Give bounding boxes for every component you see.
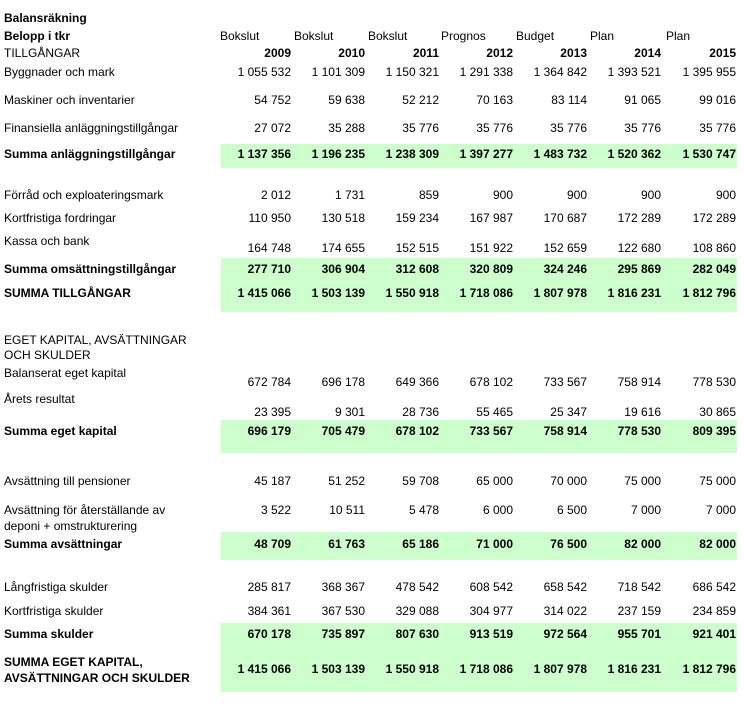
cell-value: 1 812 796 — [682, 286, 736, 300]
cell-value: 152 515 — [395, 241, 439, 255]
cell-value: 1 101 309 — [311, 65, 365, 79]
cell-value: 277 710 — [247, 262, 291, 276]
cell-value: 859 — [418, 188, 439, 202]
column-year-header: 2014 — [634, 46, 661, 60]
cell-value: 70 000 — [550, 474, 587, 488]
cell-value: 1 503 139 — [311, 286, 365, 300]
cell-value: 54 752 — [254, 93, 291, 107]
column-type-header: Bokslut — [294, 29, 334, 43]
section-equity-heading-line1: EGET KAPITAL, AVSÄTTNINGAR — [4, 333, 187, 347]
column-type-header: Budget — [516, 29, 555, 43]
cell-value: 23 395 — [254, 405, 291, 419]
cell-value: 324 246 — [543, 262, 587, 276]
cell-value: 282 049 — [692, 262, 736, 276]
cell-value: 1 393 521 — [607, 65, 661, 79]
cell-value: 478 542 — [395, 580, 439, 594]
row-label: SUMMA EGET KAPITAL, — [4, 655, 143, 669]
cell-value: 122 680 — [617, 241, 661, 255]
cell-value: 7 000 — [705, 503, 736, 517]
cell-value: 1 415 066 — [237, 286, 291, 300]
cell-value: 2 012 — [260, 188, 291, 202]
cell-value: 65 186 — [402, 537, 439, 551]
cell-value: 1 291 338 — [459, 65, 513, 79]
cell-value: 696 178 — [321, 375, 365, 389]
cell-value: 174 655 — [321, 241, 365, 255]
cell-value: 52 212 — [402, 93, 439, 107]
row-label: Summa eget kapital — [4, 424, 117, 438]
cell-value: 65 000 — [476, 474, 513, 488]
row-label: Förråd och exploateringsmark — [4, 188, 164, 202]
cell-value: 1 397 277 — [459, 147, 513, 161]
cell-value: 108 860 — [692, 241, 736, 255]
cell-value: 75 000 — [624, 474, 661, 488]
cell-value: 91 065 — [624, 93, 661, 107]
cell-value: 35 776 — [550, 121, 587, 135]
cell-value: 51 252 — [328, 474, 365, 488]
cell-value: 151 922 — [469, 241, 513, 255]
cell-value: 1 816 231 — [607, 662, 661, 676]
cell-value: 59 638 — [328, 93, 365, 107]
cell-value: 70 163 — [476, 93, 513, 107]
column-year-header: 2009 — [264, 46, 291, 60]
column-year-header: 2012 — [486, 46, 513, 60]
row-label: AVSÄTTNINGAR OCH SKULDER — [4, 671, 190, 685]
cell-value: 295 869 — [617, 262, 661, 276]
cell-value: 1 503 139 — [311, 662, 365, 676]
cell-value: 921 401 — [692, 627, 736, 641]
cell-value: 130 518 — [321, 211, 365, 225]
cell-value: 35 288 — [328, 121, 365, 135]
cell-value: 1 150 321 — [385, 65, 439, 79]
column-type-header: Plan — [666, 29, 691, 43]
cell-value: 678 102 — [469, 375, 513, 389]
cell-value: 110 950 — [248, 211, 291, 225]
row-label: Maskiner och inventarier — [4, 93, 135, 107]
cell-value: 320 809 — [469, 262, 513, 276]
cell-value: 1 196 235 — [311, 147, 365, 161]
cell-value: 778 530 — [692, 375, 736, 389]
row-label: Avsättning till pensioner — [4, 474, 131, 488]
cell-value: 384 361 — [247, 604, 291, 618]
cell-value: 367 530 — [321, 604, 365, 618]
sheet-title: Balansräkning — [4, 11, 87, 25]
cell-value: 900 — [566, 188, 587, 202]
cell-value: 972 564 — [543, 627, 587, 641]
cell-value: 1 415 066 — [237, 662, 291, 676]
column-type-header: Prognos — [441, 29, 486, 43]
cell-value: 696 179 — [247, 424, 291, 438]
cell-value: 99 016 — [699, 93, 736, 107]
cell-value: 900 — [640, 188, 661, 202]
cell-value: 1 550 918 — [385, 662, 439, 676]
cell-value: 35 776 — [624, 121, 661, 135]
cell-value: 76 500 — [550, 537, 587, 551]
cell-value: 368 367 — [321, 580, 365, 594]
cell-value: 6 500 — [556, 503, 587, 517]
cell-value: 6 000 — [482, 503, 513, 517]
row-label: deponi + omstrukturering — [4, 519, 138, 533]
column-year-header: 2015 — [709, 46, 736, 60]
cell-value: 900 — [715, 188, 736, 202]
cell-value: 170 687 — [543, 211, 587, 225]
cell-value: 9 301 — [334, 405, 365, 419]
cell-value: 35 776 — [476, 121, 513, 135]
cell-value: 735 897 — [321, 627, 365, 641]
row-label: Kortfristiga skulder — [4, 604, 104, 618]
cell-value: 913 519 — [469, 627, 513, 641]
cell-value: 733 567 — [543, 375, 587, 389]
row-label: Långfristiga skulder — [4, 580, 109, 594]
cell-value: 48 709 — [254, 537, 291, 551]
row-label: Årets resultat — [4, 392, 75, 406]
cell-value: 758 914 — [543, 424, 587, 438]
cell-value: 314 022 — [543, 604, 587, 618]
cell-value: 1 816 231 — [607, 286, 661, 300]
cell-value: 45 187 — [254, 474, 291, 488]
row-label: Summa anläggningstillgångar — [4, 147, 176, 161]
cell-value: 55 465 — [476, 405, 513, 419]
cell-value: 82 000 — [624, 537, 661, 551]
cell-value: 172 289 — [692, 211, 736, 225]
cell-value: 1 238 309 — [385, 147, 439, 161]
row-label: Summa omsättningstillgångar — [4, 262, 177, 276]
cell-value: 312 608 — [395, 262, 439, 276]
row-label: SUMMA TILLGÅNGAR — [4, 286, 131, 300]
cell-value: 1 395 955 — [682, 65, 736, 79]
cell-value: 608 542 — [469, 580, 513, 594]
cell-value: 164 748 — [247, 241, 291, 255]
cell-value: 1 483 732 — [533, 147, 587, 161]
cell-value: 649 366 — [395, 375, 439, 389]
cell-value: 172 289 — [617, 211, 661, 225]
cell-value: 285 817 — [247, 580, 291, 594]
cell-value: 152 659 — [543, 241, 587, 255]
cell-value: 30 865 — [699, 405, 736, 419]
cell-value: 1 137 356 — [237, 147, 291, 161]
cell-value: 678 102 — [395, 424, 439, 438]
cell-value: 234 859 — [692, 604, 736, 618]
cell-value: 1 807 978 — [533, 286, 587, 300]
cell-value: 686 542 — [692, 580, 736, 594]
row-label: Kassa och bank — [4, 234, 90, 248]
cell-value: 19 616 — [624, 405, 661, 419]
cell-value: 705 479 — [321, 424, 365, 438]
cell-value: 658 542 — [543, 580, 587, 594]
cell-value: 1 520 362 — [607, 147, 661, 161]
row-label: Avsättning för återställande av — [4, 503, 166, 517]
cell-value: 1 055 532 — [237, 65, 291, 79]
cell-value: 329 088 — [395, 604, 439, 618]
cell-value: 159 234 — [395, 211, 439, 225]
unit-label: Belopp i tkr — [4, 29, 71, 43]
cell-value: 27 072 — [254, 121, 291, 135]
column-type-header: Bokslut — [220, 29, 260, 43]
cell-value: 672 784 — [247, 375, 291, 389]
section-equity-heading-line2: OCH SKULDER — [4, 348, 91, 362]
cell-value: 778 530 — [617, 424, 661, 438]
cell-value: 1 550 918 — [385, 286, 439, 300]
cell-value: 1 530 747 — [682, 147, 736, 161]
column-type-header: Plan — [590, 29, 615, 43]
cell-value: 237 159 — [617, 604, 661, 618]
cell-value: 83 114 — [551, 93, 587, 107]
cell-value: 82 000 — [699, 537, 736, 551]
row-label: Summa skulder — [4, 627, 94, 641]
cell-value: 1 807 978 — [533, 662, 587, 676]
cell-value: 75 000 — [699, 474, 736, 488]
cell-value: 3 522 — [260, 503, 291, 517]
cell-value: 71 000 — [476, 537, 513, 551]
cell-value: 807 630 — [395, 627, 439, 641]
cell-value: 758 914 — [617, 375, 661, 389]
cell-value: 304 977 — [469, 604, 513, 618]
cell-value: 10 511 — [329, 503, 365, 517]
row-label: Summa avsättningar — [4, 537, 123, 551]
cell-value: 306 904 — [321, 262, 365, 276]
row-label: Byggnader och mark — [4, 65, 115, 79]
cell-value: 1 718 086 — [459, 286, 513, 300]
cell-value: 733 567 — [469, 424, 513, 438]
cell-value: 35 776 — [402, 121, 439, 135]
column-year-header: 2013 — [560, 46, 587, 60]
cell-value: 25 347 — [550, 405, 587, 419]
cell-value: 28 736 — [402, 405, 439, 419]
cell-value: 7 000 — [630, 503, 661, 517]
cell-value: 809 395 — [692, 424, 736, 438]
column-year-header: 2010 — [338, 46, 365, 60]
cell-value: 5 478 — [408, 503, 439, 517]
cell-value: 167 987 — [469, 211, 513, 225]
cell-value: 1 812 796 — [682, 662, 736, 676]
cell-value: 61 763 — [328, 537, 365, 551]
cell-value: 955 701 — [617, 627, 661, 641]
row-label: Finansiella anläggningstillgångar — [4, 121, 179, 135]
cell-value: 670 178 — [247, 627, 291, 641]
cell-value: 718 542 — [617, 580, 661, 594]
row-label: Balanserat eget kapital — [4, 366, 127, 380]
column-type-header: Bokslut — [368, 29, 408, 43]
cell-value: 1 718 086 — [459, 662, 513, 676]
row-label: Kortfristiga fordringar — [4, 211, 117, 225]
cell-value: 900 — [492, 188, 513, 202]
cell-value: 1 364 842 — [533, 65, 587, 79]
column-year-header: 2011 — [412, 46, 439, 60]
cell-value: 35 776 — [699, 121, 736, 135]
section-assets-heading: TILLGÅNGAR — [4, 46, 81, 60]
cell-value: 1 731 — [334, 188, 365, 202]
cell-value: 59 708 — [402, 474, 439, 488]
